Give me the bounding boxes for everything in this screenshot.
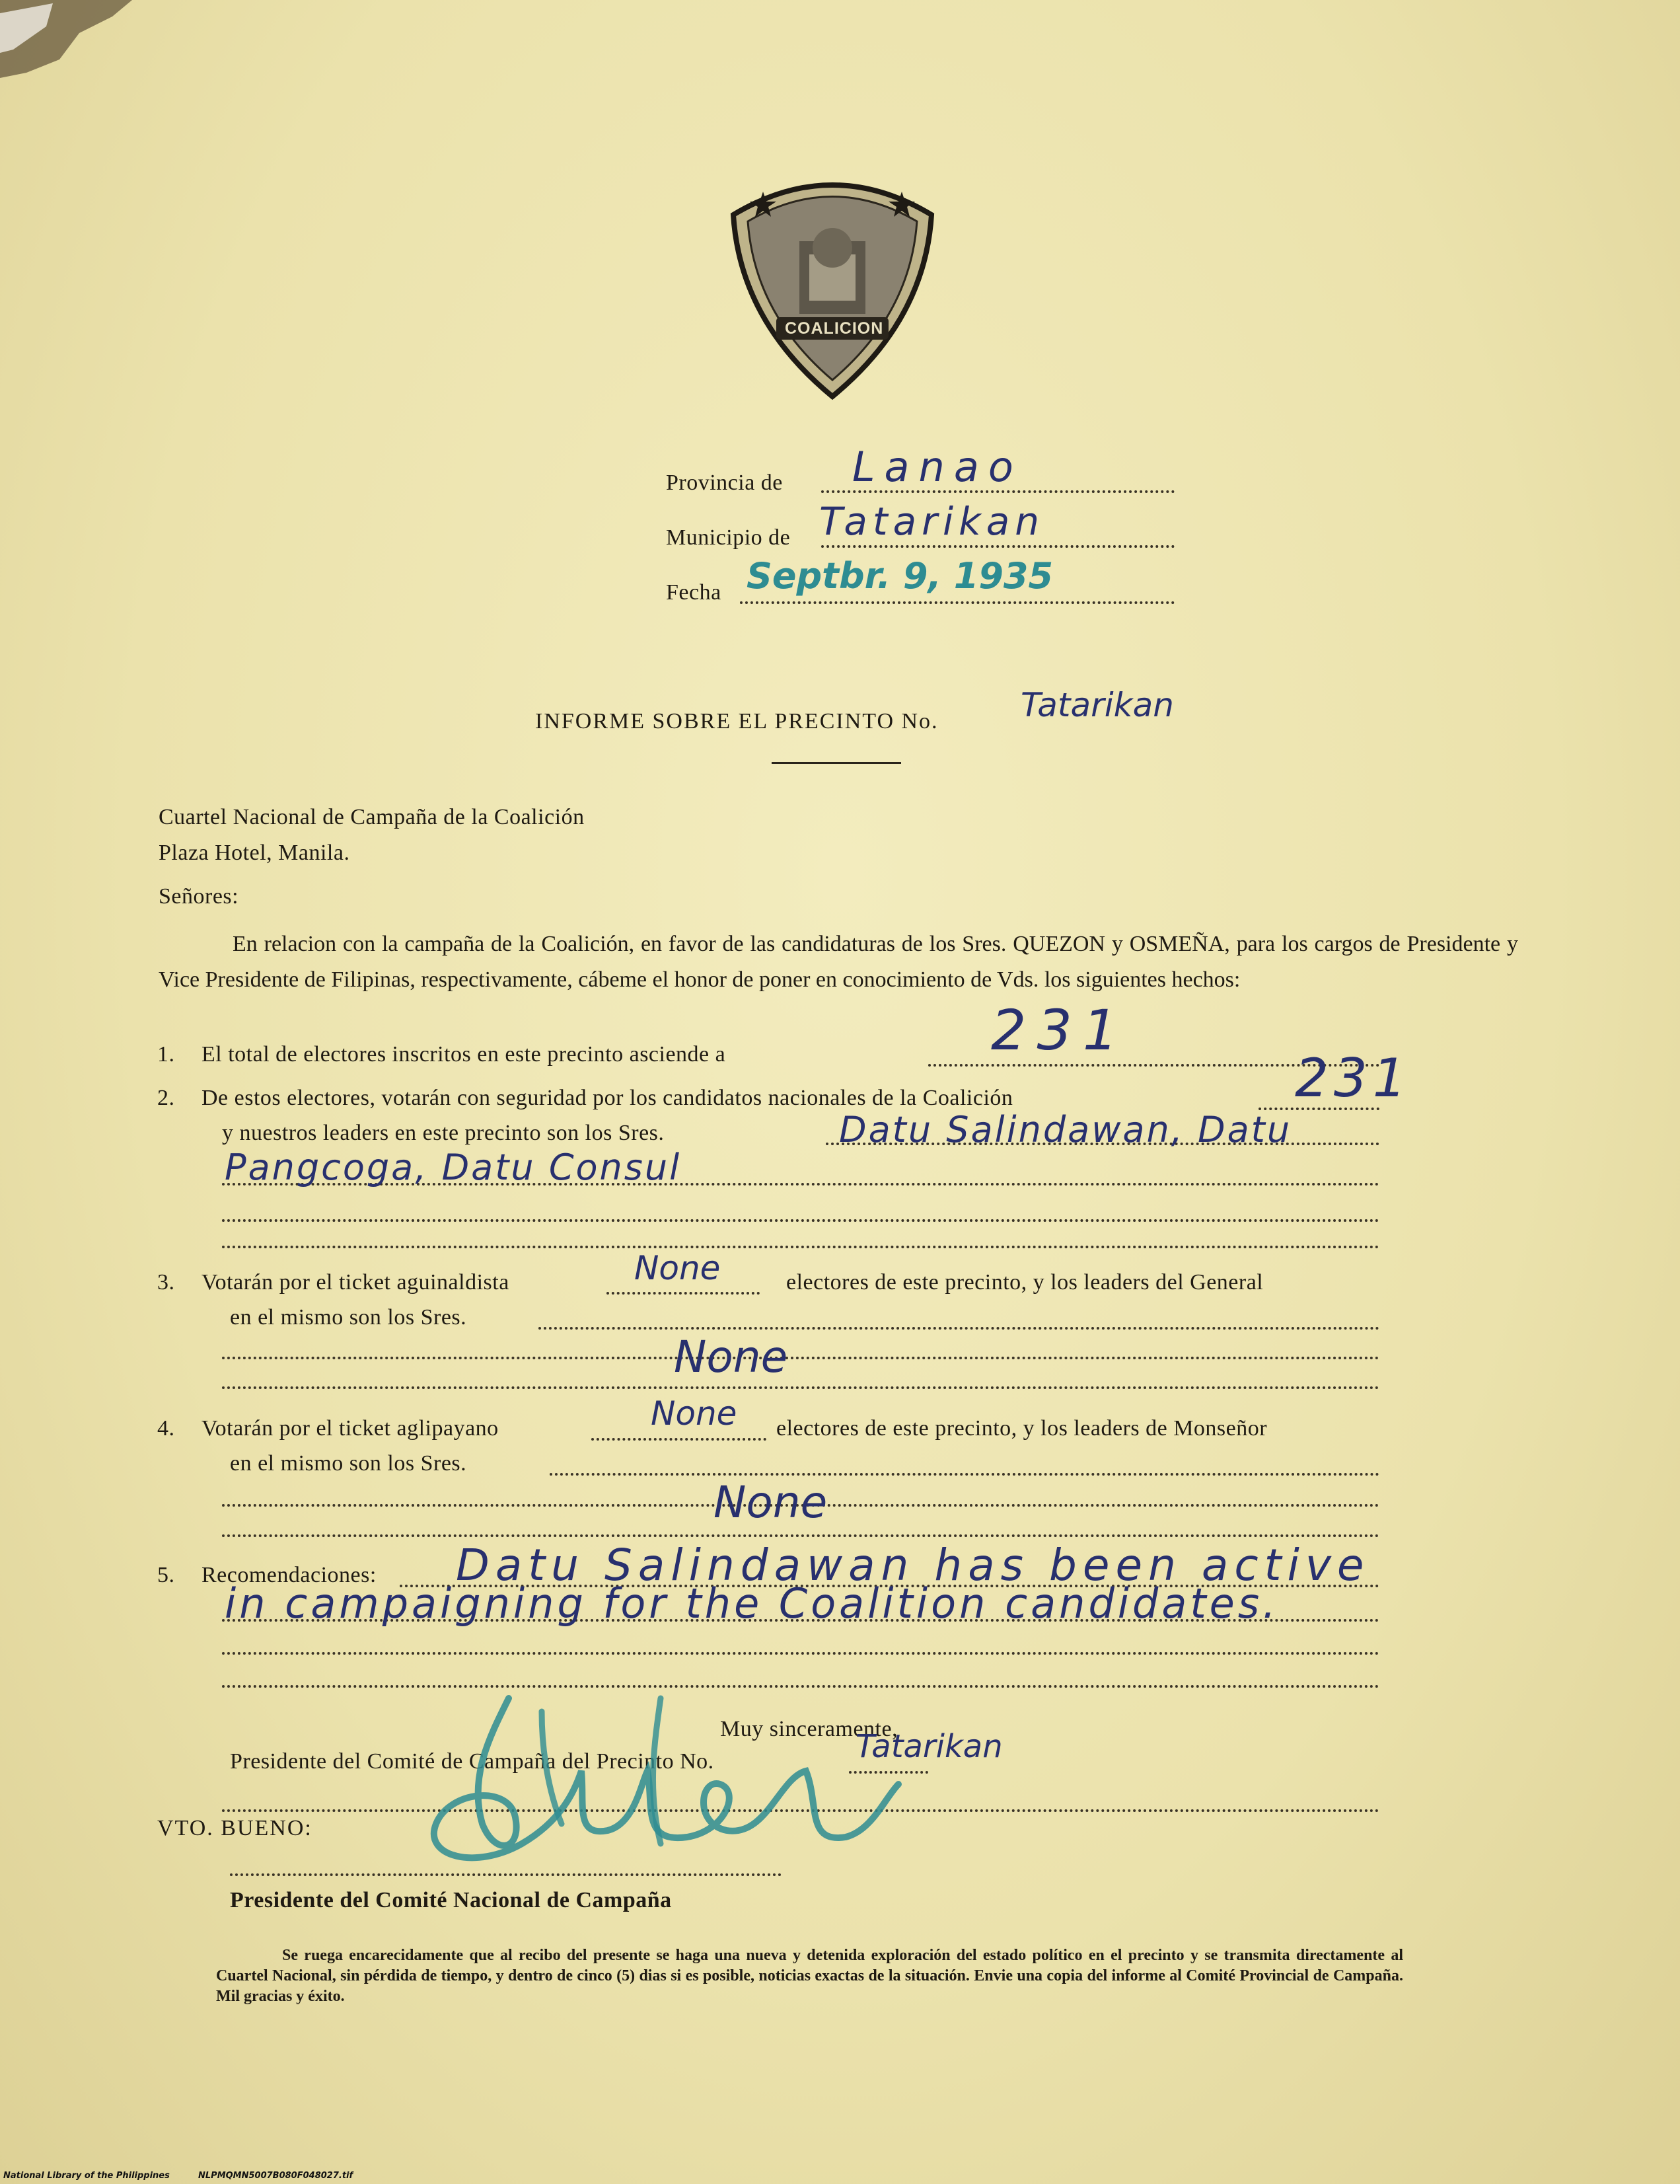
municipio-value: Tatarikan [819,499,1045,544]
report-title: INFORME SOBRE EL PRECINTO No. [535,709,939,734]
item-3-value: None [634,1249,721,1287]
item-4-leaders-field-3[interactable] [222,1534,1379,1537]
item-2-line-1: De estos electores, votarán con seguridad por los candidatos nacionales de la Coalición [201,1086,1013,1110]
salutation: Señores: [159,884,239,909]
item-3-leaders: None [674,1332,788,1382]
item-3-leaders-field-3[interactable] [222,1386,1379,1389]
item-3-line-1b: electores de este precinto, y los leaders del General [786,1270,1264,1295]
vto-bueno-label: VTO. BUENO: [157,1816,312,1840]
signature [410,1672,912,1883]
title-rule [772,762,901,764]
item-4-value: None [651,1394,737,1433]
address-line-2: Plaza Hotel, Manila. [159,841,350,865]
item-3-count-field[interactable] [606,1292,760,1295]
item-2-leaders-a: Datu Salindawan, Datu [839,1109,1292,1150]
item-5-label: Recomendaciones: [201,1563,377,1587]
provincia-label: Provincia de [666,471,783,495]
emblem-label: COALICION [785,319,884,338]
item-4-line-1a: Votarán por el ticket aglipayano [201,1416,499,1441]
torn-corner [0,0,132,79]
item-1-value: 231 [991,998,1129,1063]
precinct-number-value: Tatarikan [1021,686,1174,724]
vto-bueno-signature-line[interactable] [230,1873,782,1876]
footnote-paragraph: Se ruega encarecidamente que al recibo del presente se haga una nueva y detenida exploración del estado político en el precinto y se transmita directamente al Cuartel Nacional, sin pérdida de tiempo, y dentro de cinco (5) dias si es posible, noticias exactas de la situación. Envie una copia del informe al Comité Provincial de Campaña. Mil gracias y éxito. [216,1947,1403,2005]
item-3-line-2: en el mismo son los Sres. [230,1305,467,1330]
item-3-line-1a: Votarán por el ticket aguinaldista [201,1270,509,1295]
precinct-president-label: Presidente del Comité de Campaña del Precinto No. [230,1749,714,1774]
fecha-field[interactable] [740,601,1175,604]
item-2-leaders-b: Pangcoga, Datu Consul [225,1147,682,1188]
item-4-line-2: en el mismo son los Sres. [230,1451,467,1476]
item-5-line-2: in campaigning for the Coalition candidates. [225,1579,1279,1628]
item-2-leaders-field-4[interactable] [222,1246,1379,1248]
item-2-number: 2. [157,1086,175,1110]
item-5-number: 5. [157,1563,175,1587]
item-5-field-3[interactable] [222,1652,1379,1655]
item-4-number: 4. [157,1416,175,1441]
item-4-leaders-field-1[interactable] [550,1473,1379,1476]
item-1-number: 1. [157,1042,175,1067]
item-3-leaders-field-1[interactable] [538,1327,1379,1330]
municipio-field[interactable] [821,545,1175,548]
national-president-label: Presidente del Comité Nacional de Campaña [230,1888,672,1912]
closing-text: Muy sinceramente, [720,1717,898,1741]
provincia-value: Lanao [852,443,1023,491]
item-1-text: El total de electores inscritos en este precinto asciende a [201,1042,726,1067]
intro-paragraph: En relacion con la campaña de la Coalición, en favor de las candidaturas de los Sres. QUEZON y OSMEÑA, para los cargos de Presidente y Vice Presidente de Filipinas, respectivamente, cábeme el honor de poner en conocimiento de Vds. los siguientes hechos: [159,932,1518,992]
coalicion-emblem [727,169,938,406]
fecha-label: Fecha [666,580,721,605]
item-5-line-1: Datu Salindawan has been active [456,1540,1370,1591]
item-2-leaders-field-3[interactable] [222,1219,1379,1222]
item-2-value: 231 [1295,1047,1412,1109]
item-4-count-field[interactable] [591,1438,766,1441]
item-4-line-1b: electores de este precinto, y los leaders de Monseñor [776,1416,1268,1441]
item-3-leaders-field-2[interactable] [222,1357,1379,1359]
footer-library: National Library of the Philippines [3,2171,170,2181]
address-line-1: Cuartel Nacional de Campaña de la Coalición [159,805,585,829]
fecha-value: Septbr. 9, 1935 [747,555,1054,597]
municipio-label: Municipio de [666,525,791,550]
footer-filename: NLPMQMN5007B080F048027.tif [198,2171,353,2181]
item-2-line-2: y nuestros leaders en este precinto son los Sres. [222,1121,665,1145]
item-3-number: 3. [157,1270,175,1295]
precinct-number-value-2: Tatarikan [856,1728,1003,1765]
item-4-leaders: None [713,1477,828,1528]
